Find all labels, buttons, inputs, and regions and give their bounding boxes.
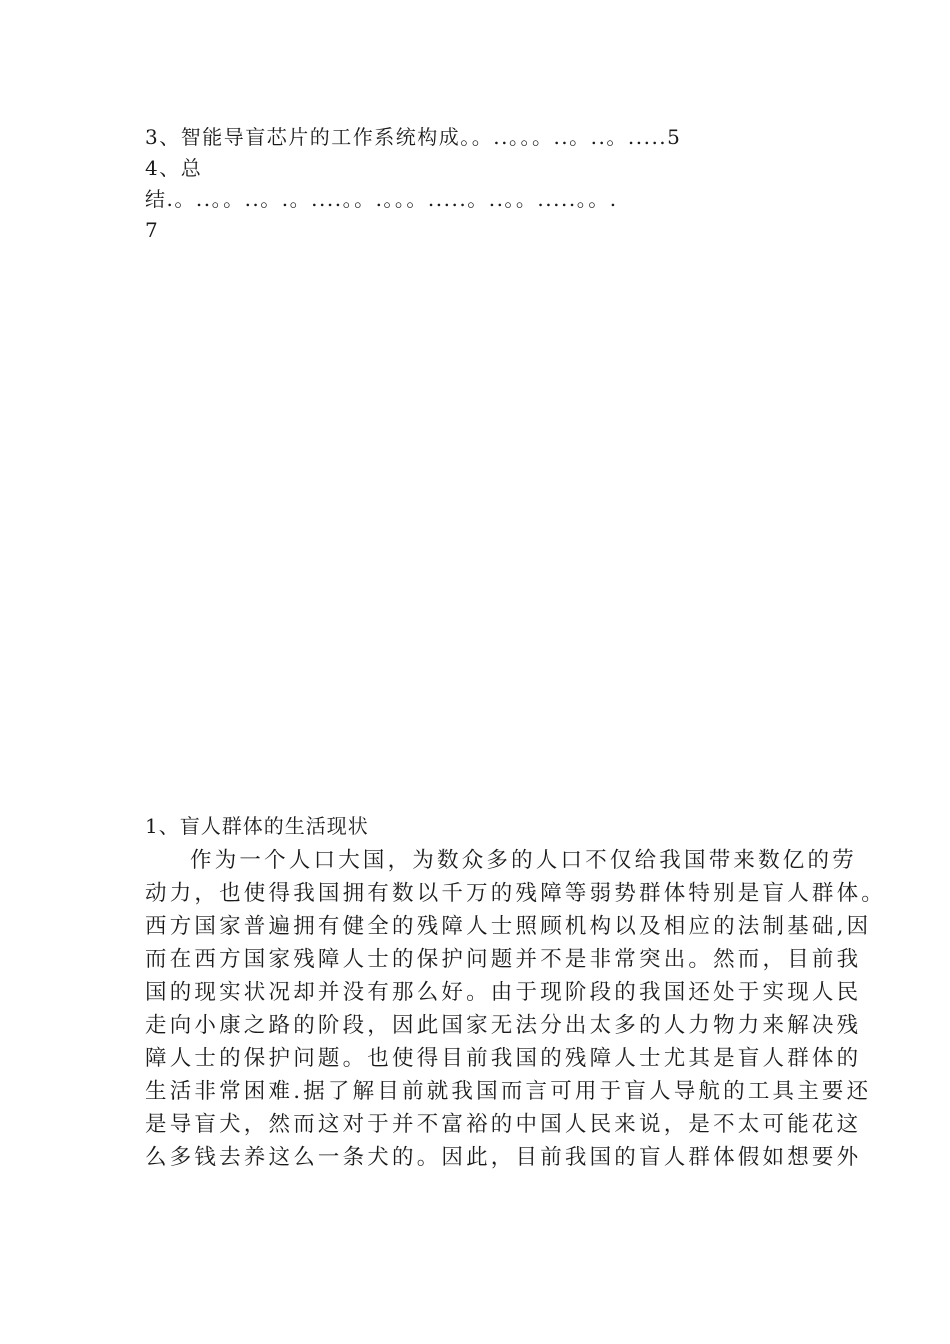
paragraph-line: 么多钱去养这么一条犬的。因此，目前我国的盲人群体假如想要外 (145, 1145, 862, 1170)
paragraph-line: 障人士的保护问题。也使得目前我国的残障人士尤其是盲人群体的 (145, 1046, 862, 1071)
paragraph-line: 西方国家普遍拥有健全的残障人士照顾机构以及相应的法制基础,因 (145, 914, 872, 939)
paragraph-line: 而在西方国家残障人士的保护问题并不是非常突出。然而，目前我 (145, 947, 862, 972)
toc-entry-4-label[interactable]: 4、总 (145, 156, 203, 180)
section-heading: 1、盲人群体的生活现状 (145, 814, 369, 838)
toc-entry-4-leader[interactable]: 结.。..。。..。.。....。。.。。。.....。..。。.....。。. (145, 187, 618, 211)
section-blind-living-status (145, 812, 887, 1174)
paragraph-line: 是导盲犬，然而这对于并不富裕的中国人民来说，是不太可能花这 (145, 1112, 862, 1137)
paragraph-line: 动力，也使得我国拥有数以千万的残障等弱势群体特别是盲人群体。 (145, 881, 887, 906)
paragraph-line: 走向小康之路的阶段，因此国家无法分出太多的人力物力来解决残 (145, 1013, 862, 1038)
toc-entry-4-page: 7 (145, 218, 160, 242)
paragraph-line: 生活非常困难.据了解目前就我国而言可用于盲人导航的工具主要还 (145, 1079, 872, 1104)
paragraph-line: 国的现实状况却并没有那么好。由于现阶段的我国还处于实现人民 (145, 980, 862, 1005)
paragraph-line: 作为一个人口大国，为数众多的人口不仅给我国带来数亿的劳 (190, 848, 857, 873)
table-of-contents (145, 122, 825, 246)
toc-entry-3[interactable]: 3、智能导盲芯片的工作系统构成。。..。。。..。..。.....5 (145, 125, 682, 149)
